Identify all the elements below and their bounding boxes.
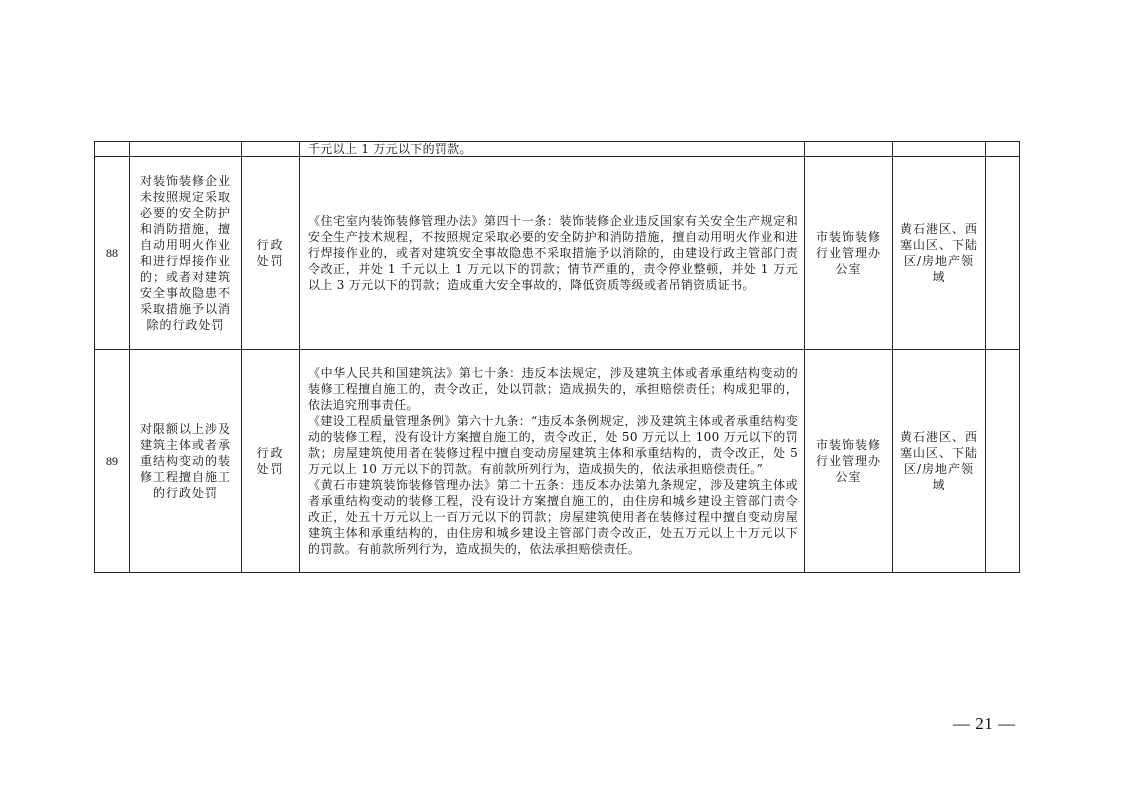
penalty-table: [94, 141, 1020, 573]
remark-cell: [986, 350, 1020, 573]
remark-cell: [986, 157, 1020, 350]
responsible-department: 市装饰装修行业管理办公室: [805, 157, 893, 350]
remark-cell: [986, 142, 1020, 157]
item-number: 89: [95, 350, 130, 573]
legal-basis-paragraph: 《黄石市建筑装饰装修管理办法》第二十五条：违反本办法第九条规定，涉及建筑主体或者承重结构变动的装修工程，没有设计方案擅自施工的，由住房和城乡建设主管部门责令改正，处五十万元以上一百万元以下的罚款；房屋建筑使用者在装修过程中擅自变动房屋建筑主体和承重结构的，由住房和城乡建设主管部门责令改正，处五万元以上十万元以下的罚款。有前款所列行为，造成损失的，依法承担赔偿责任。: [308, 478, 798, 556]
matter-cell: [130, 142, 242, 157]
page-number: — 21 —: [953, 714, 1016, 733]
table-row: [95, 350, 1020, 573]
penalty-type: 行政处罚: [242, 157, 300, 350]
type-cell: [242, 142, 300, 157]
legal-basis: [300, 350, 805, 573]
responsible-department: 市装饰装修行业管理办公室: [805, 350, 893, 573]
table-row: [95, 142, 1020, 157]
legal-basis-paragraph: 《住宅室内装饰装修管理办法》第四十一条：装饰装修企业违反国家有关安全生产规定和安全生产技术规程，不按照规定采取必要的安全防护和消防措施，擅自动用明火作业和进行焊接作业的，或者对建筑安全事故隐患不采取措施予以消除的，由建设行政主管部门责令改正，并处 1 千元以上 1 万元以下的罚款；情节严重的，责令停业整顿，并处 1 万元以上 3 万元以下的罚款；造成重大安全事故的，降低资质等级或者吊销资质证书。: [308, 214, 798, 292]
legal-basis-paragraph: 《建设工程质量管理条例》第六十九条：“违反本条例规定，涉及建筑主体或者承重结构变动的装修工程，没有设计方案擅自施工的，责令改正，处 50 万元以上 100 万元以下的罚款；房屋建筑使用者在装修过程中擅自变动房屋建筑主体和承重结构的，责令改正，处 5 万元以上 10 万元以下的罚款。有前款所列行为，造成损失的，依法承担赔偿责任。”: [308, 414, 798, 476]
scope-cell: [893, 142, 986, 157]
no-cell: [95, 142, 130, 157]
dept-cell: [805, 142, 893, 157]
legal-basis-paragraph: 《中华人民共和国建筑法》第七十条：违反本法规定，涉及建筑主体或者承重结构变动的装修工程擅自施工的，责令改正，处以罚款；造成损失的，承担赔偿责任；构成犯罪的，依法追究刑事责任。: [308, 366, 798, 412]
item-number: 88: [95, 157, 130, 350]
jurisdiction-scope: 黄石港区、西塞山区、下陆区/房地产领域: [893, 157, 986, 350]
legal-basis: [300, 157, 805, 350]
table-row: [95, 157, 1020, 350]
penalty-matter: 对限额以上涉及建筑主体或者承重结构变动的装修工程擅自施工的行政处罚: [130, 350, 242, 573]
basis-cell: 千元以上 1 万元以下的罚款。: [300, 142, 805, 157]
penalty-matter: 对装饰装修企业未按照规定采取必要的安全防护和消防措施，擅自动用明火作业和进行焊接作业的；或者对建筑安全事故隐患不采取措施予以消除的行政处罚: [130, 157, 242, 350]
penalty-type: 行政处罚: [242, 350, 300, 573]
jurisdiction-scope: 黄石港区、西塞山区、下陆区/房地产领域: [893, 350, 986, 573]
